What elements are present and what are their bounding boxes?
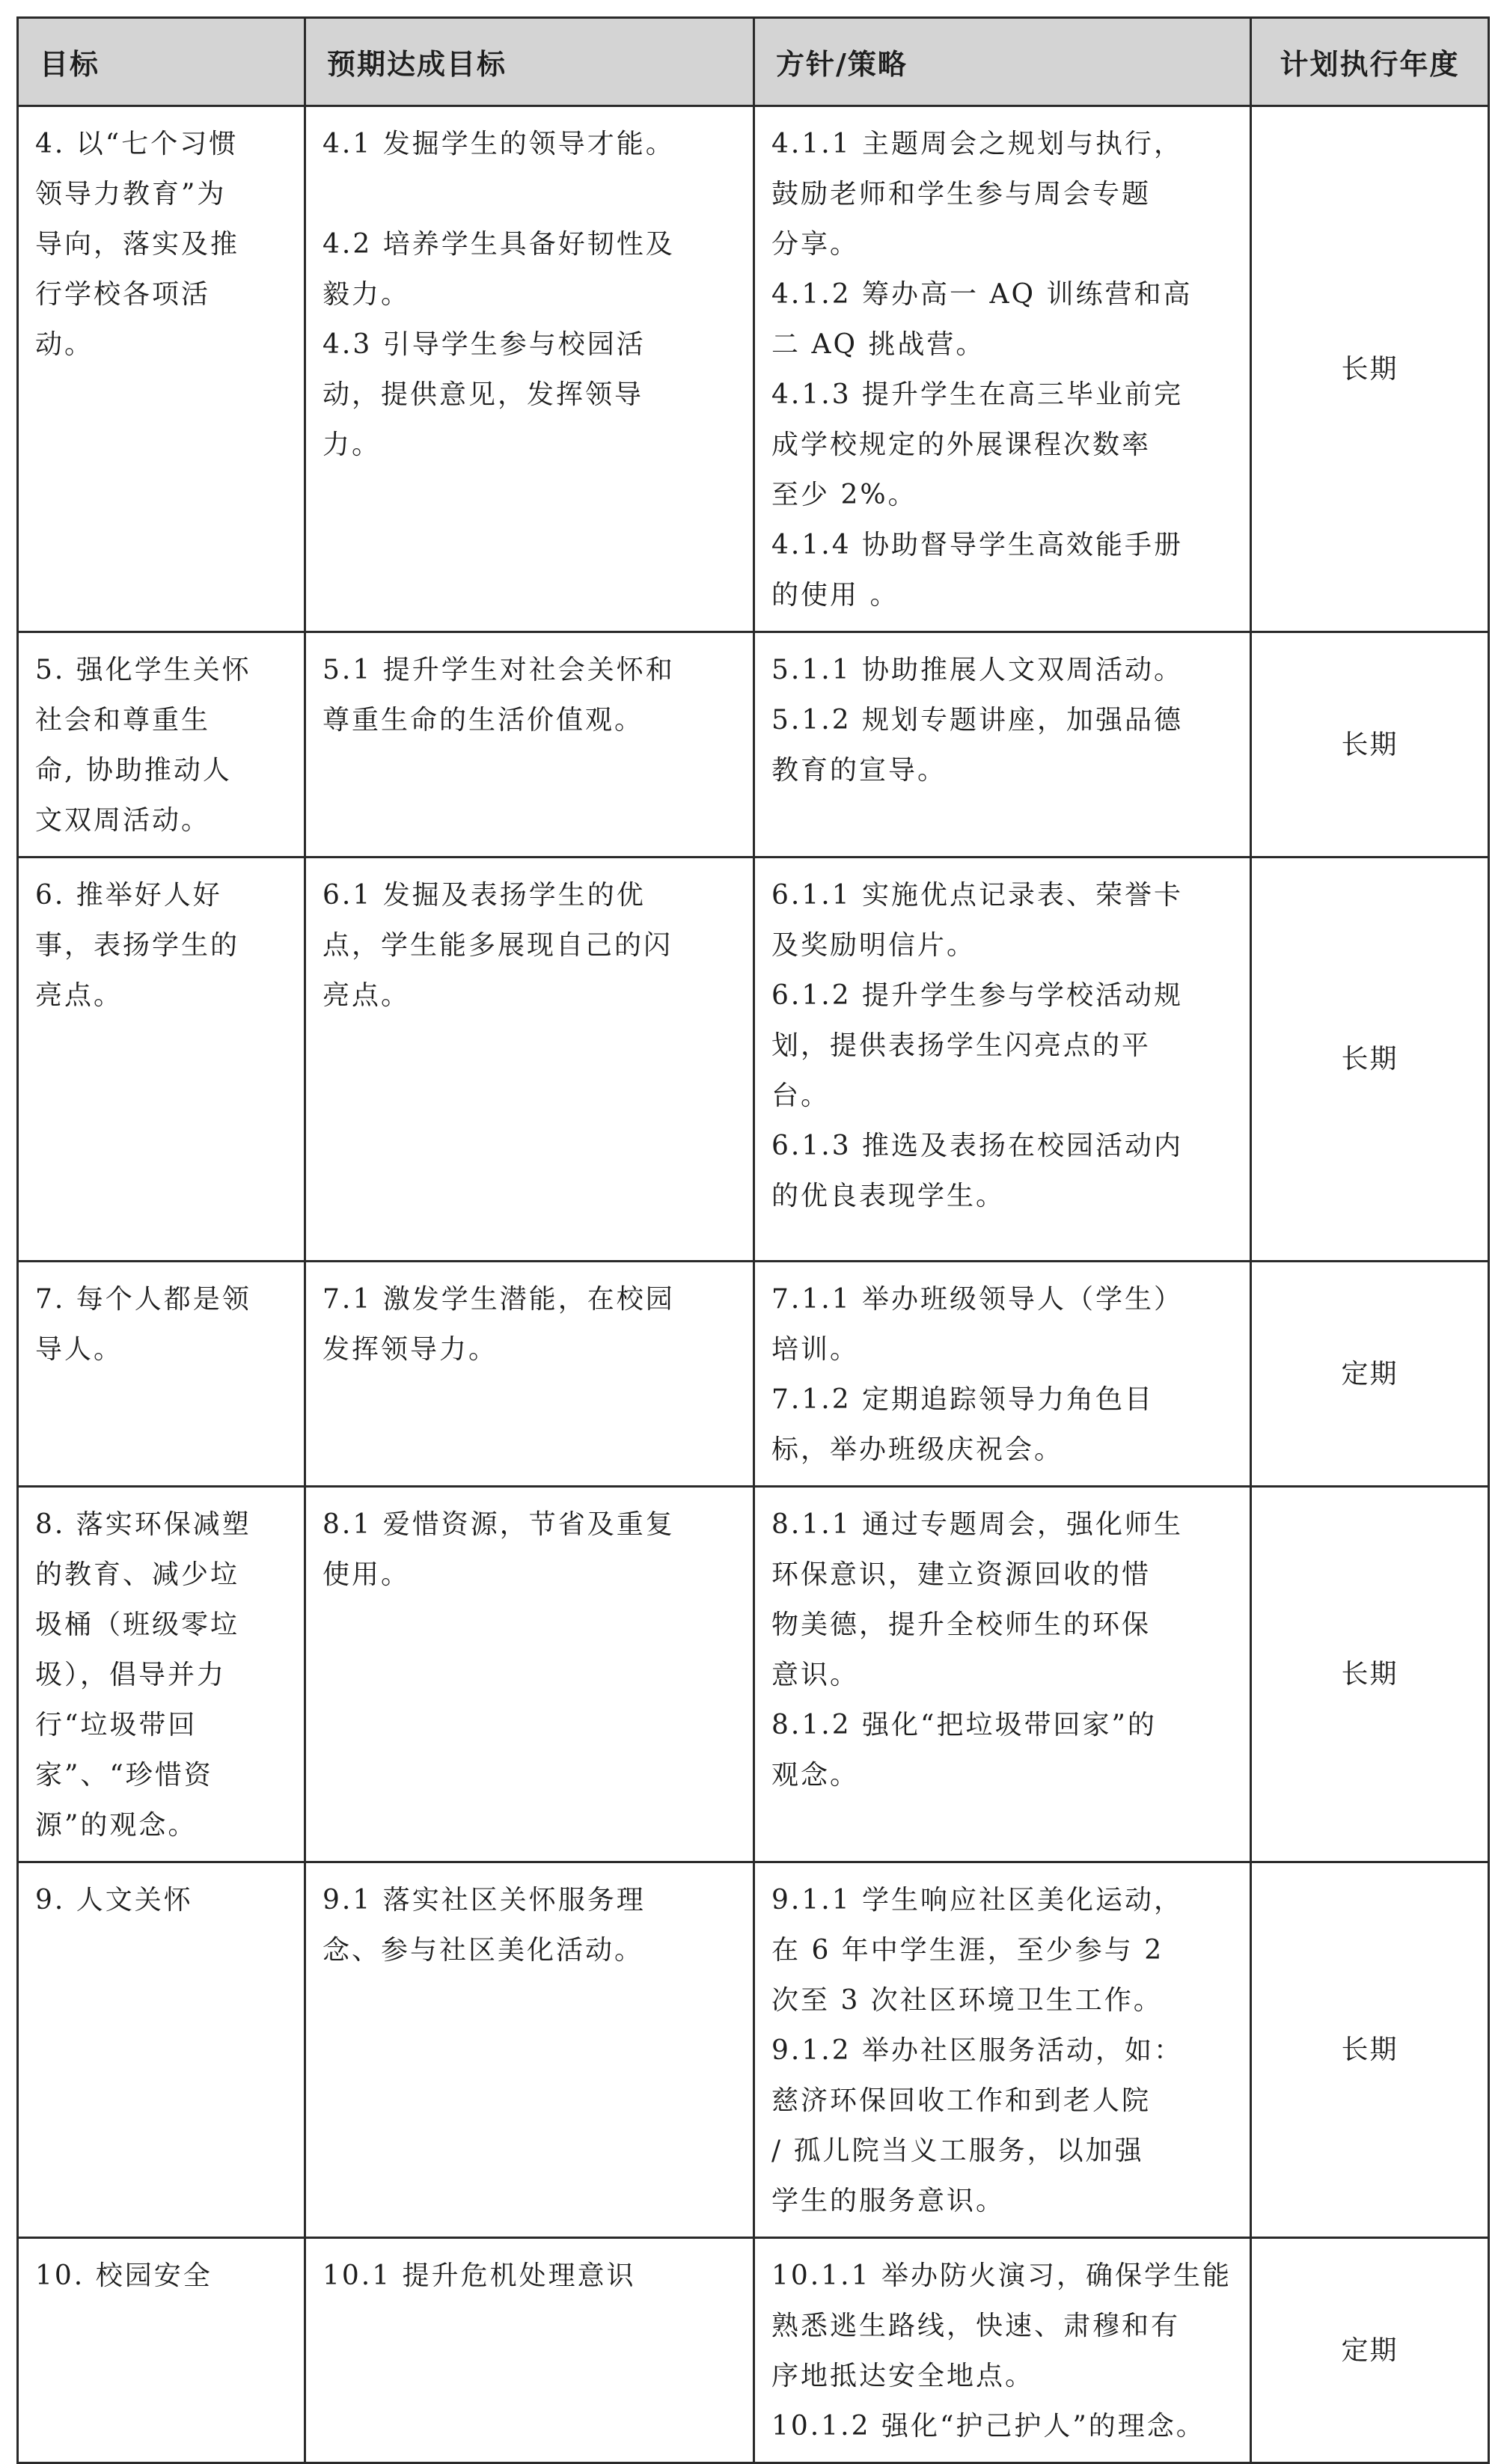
year-cell: 定期 [1251, 2238, 1489, 2463]
strategy-item [771, 119, 1230, 269]
table-row [18, 2238, 1489, 2463]
strategy-line: 6.1.2 提升学生参与学校活动规 [771, 980, 1184, 1011]
expected-line: 4.1 发掘学生的领导才能。 [323, 129, 675, 159]
strategy-line: 二 AQ 挑战营。 [771, 329, 985, 360]
expected-item [323, 2251, 733, 2301]
strategy-line: 物美德，提升全校师生的环保 [771, 1609, 1152, 1640]
year-cell: 长期 [1251, 106, 1489, 632]
goal-line: 文双周活动。 [35, 805, 211, 836]
strategy-line: 分享。 [771, 229, 860, 260]
strategy-line: 熟悉逃生路线，快速、肃穆和有 [771, 2311, 1181, 2341]
year-cell: 长期 [1251, 1862, 1489, 2238]
expected-cell [305, 857, 754, 1262]
expected-line: 8.1 爱惜资源，节省及重复 [323, 1509, 675, 1540]
strategy-line: 的使用 。 [771, 580, 899, 611]
strategy-item [771, 1375, 1230, 1475]
goal-line: 社会和尊重生 [35, 705, 211, 736]
expected-line: 力。 [323, 429, 382, 460]
strategy-line: 至少 2%。 [771, 480, 917, 510]
goal-line: 领导力教育”为 [35, 179, 227, 210]
strategy-item [771, 2026, 1230, 2226]
goal-cell [18, 106, 305, 632]
goal-line: 4. 以“七个习惯 [35, 129, 239, 159]
table-row [18, 1862, 1489, 2238]
expected-line: 点，学生能多展现自己的闪 [323, 930, 673, 961]
expected-cell [305, 106, 754, 632]
strategy-line: 及奖励明信片。 [771, 930, 976, 961]
strategy-item [771, 870, 1230, 970]
expected-item [323, 219, 733, 320]
strategy-line: 10.1.1 举办防火演习，确保学生能 [771, 2260, 1232, 2291]
strategy-line: 在 6 年中学生涯，至少参与 2 [771, 1935, 1164, 1966]
expected-cell [305, 2238, 754, 2463]
goal-line: 圾桶（班级零垃 [35, 1609, 240, 1640]
expected-line: 7.1 激发学生潜能，在校园 [323, 1284, 675, 1315]
expected-line: 亮点。 [323, 980, 411, 1011]
strategy-line: 8.1.1 通过专题周会，强化师生 [771, 1509, 1184, 1540]
expected-line: 毅力。 [323, 279, 411, 310]
goal-line: 8. 落实环保减塑 [35, 1509, 251, 1540]
expected-cell [305, 632, 754, 857]
strategy-item [771, 1274, 1230, 1375]
strategy-line: 培训。 [771, 1334, 860, 1365]
goal-line: 动。 [35, 329, 94, 360]
strategy-line: 4.1.2 筹办高一 AQ 训练营和高 [771, 279, 1193, 310]
expected-item [323, 645, 733, 745]
goal-line: 导向，落实及推 [35, 229, 240, 260]
expected-line: 5.1 提升学生对社会关怀和 [323, 655, 675, 685]
strategy-line: 鼓励老师和学生参与周会专题 [771, 179, 1152, 210]
header-goal: 目标 [18, 18, 305, 106]
strategy-cell [754, 2238, 1251, 2463]
expected-line: 使用。 [323, 1559, 411, 1590]
expected-line: 6.1 发掘及表扬学生的优 [323, 880, 646, 911]
strategy-line: 5.1.2 规划专题讲座，加强品德 [771, 705, 1184, 736]
goal-line: 行学校各项活 [35, 279, 211, 310]
strategy-line: 环保意识，建立资源回收的惜 [771, 1559, 1152, 1590]
expected-line: 9.1 落实社区关怀服务理 [323, 1885, 646, 1916]
header-year: 计划执行年度 [1251, 18, 1489, 106]
strategy-item [771, 1121, 1230, 1221]
strategy-table [16, 16, 1490, 2464]
goal-line: 7. 每个人都是领 [35, 1284, 251, 1315]
strategy-cell [754, 857, 1251, 1262]
strategy-item [771, 2401, 1230, 2451]
goal-line: 10. 校园安全 [35, 2260, 213, 2291]
expected-line: 发挥领导力。 [323, 1334, 498, 1365]
strategy-item [771, 269, 1230, 370]
strategy-line: 5.1.1 协助推展人文双周活动。 [771, 655, 1184, 685]
expected-item [323, 320, 733, 470]
expected-item [323, 1500, 733, 1600]
strategy-line: 慈济环保回收工作和到老人院 [771, 2085, 1152, 2116]
table-row [18, 1262, 1489, 1487]
expected-item [323, 1274, 733, 1375]
strategy-line: 教育的宣导。 [771, 755, 947, 786]
expected-item [323, 1875, 733, 1975]
year-cell: 定期 [1251, 1262, 1489, 1487]
strategy-item [771, 645, 1230, 695]
goal-line: 圾），倡导并力 [35, 1660, 227, 1690]
strategy-item [771, 2251, 1230, 2401]
strategy-line: 的优良表现学生。 [771, 1181, 1006, 1211]
expected-line: 尊重生命的生活价值观。 [323, 705, 644, 736]
strategy-line: 成学校规定的外展课程次数率 [771, 429, 1152, 460]
goal-line: 5. 强化学生关怀 [35, 655, 251, 685]
strategy-cell [754, 632, 1251, 857]
strategy-line: 意识。 [771, 1660, 860, 1690]
header-strategy: 方针/策略 [754, 18, 1251, 106]
strategy-line: 9.1.1 学生响应社区美化运动， [771, 1885, 1184, 1916]
goal-cell [18, 857, 305, 1262]
goal-line: 事，表扬学生的 [35, 930, 240, 961]
strategy-line: 次至 3 次社区环境卫生工作。 [771, 1985, 1163, 2016]
strategy-item [771, 1500, 1230, 1700]
goal-cell [18, 1262, 305, 1487]
strategy-item [771, 970, 1230, 1121]
expected-line: 动，提供意见，发挥领导 [323, 379, 644, 410]
year-cell: 长期 [1251, 857, 1489, 1262]
table-row [18, 1487, 1489, 1862]
strategy-item [771, 520, 1230, 620]
strategy-line: 6.1.1 实施优点记录表、荣誉卡 [771, 880, 1184, 911]
strategy-line: 4.1.3 提升学生在高三毕业前完 [771, 379, 1184, 410]
year-cell: 长期 [1251, 1487, 1489, 1862]
strategy-line: 8.1.2 强化“把垃圾带回家”的 [771, 1710, 1157, 1740]
strategy-line: 序地抵达安全地点。 [771, 2361, 1035, 2391]
expected-item [323, 119, 733, 169]
year-cell: 长期 [1251, 632, 1489, 857]
strategy-cell [754, 1862, 1251, 2238]
strategy-line: 4.1.1 主题周会之规划与执行， [771, 129, 1184, 159]
goal-line: 家”、“珍惜资 [35, 1760, 213, 1791]
goal-line: 6. 推举好人好 [35, 880, 222, 911]
table-row [18, 106, 1489, 632]
strategy-item [771, 370, 1230, 520]
goal-line: 亮点。 [35, 980, 123, 1011]
strategy-line: 学生的服务意识。 [771, 2186, 1006, 2216]
goal-line: 命, 协助推动人 [35, 755, 232, 786]
expected-line: 4.3 引导学生参与校园活 [323, 329, 646, 360]
strategy-line: 4.1.4 协助督导学生高效能手册 [771, 530, 1184, 560]
strategy-line: 10.1.2 强化“护己护人”的理念。 [771, 2411, 1205, 2442]
expected-cell [305, 1862, 754, 2238]
strategy-cell [754, 1487, 1251, 1862]
strategy-line: 台。 [771, 1080, 831, 1111]
goal-line: 源”的观念。 [35, 1810, 198, 1841]
expected-cell [305, 1487, 754, 1862]
strategy-cell [754, 1262, 1251, 1487]
goal-line: 行“垃圾带回 [35, 1710, 198, 1740]
goal-cell [18, 1862, 305, 2238]
strategy-cell [754, 106, 1251, 632]
strategy-line: 观念。 [771, 1760, 860, 1791]
goal-cell [18, 1487, 305, 1862]
strategy-line: 标，举办班级庆祝会。 [771, 1434, 1064, 1465]
strategy-line: 6.1.3 推选及表扬在校园活动内 [771, 1131, 1184, 1161]
strategy-line: 9.1.2 举办社区服务活动，如： [771, 2035, 1184, 2066]
expected-line: 念、参与社区美化活动。 [323, 1935, 644, 1966]
strategy-line: 7.1.1 举办班级领导人（学生） [771, 1284, 1184, 1315]
expected-item [323, 870, 733, 1021]
expected-cell [305, 1262, 754, 1487]
goal-line: 9. 人文关怀 [35, 1885, 193, 1916]
strategy-item [771, 695, 1230, 795]
goal-cell [18, 2238, 305, 2463]
expected-line: 4.2 培养学生具备好韧性及 [323, 229, 675, 260]
strategy-line: 7.1.2 定期追踪领导力角色目 [771, 1384, 1155, 1415]
header-expected: 预期达成目标 [305, 18, 754, 106]
strategy-item [771, 1700, 1230, 1800]
goal-cell [18, 632, 305, 857]
expected-line: 10.1 提升危机处理意识 [323, 2260, 636, 2291]
strategy-item [771, 1875, 1230, 2026]
goal-line: 导人。 [35, 1334, 123, 1365]
header-row [18, 18, 1489, 106]
strategy-line: 划，提供表扬学生闪亮点的平 [771, 1030, 1152, 1061]
goal-line: 的教育、减少垃 [35, 1559, 240, 1590]
table-row [18, 632, 1489, 857]
strategy-line: / 孤儿院当义工服务，以加强 [771, 2136, 1144, 2166]
table-row [18, 857, 1489, 1262]
